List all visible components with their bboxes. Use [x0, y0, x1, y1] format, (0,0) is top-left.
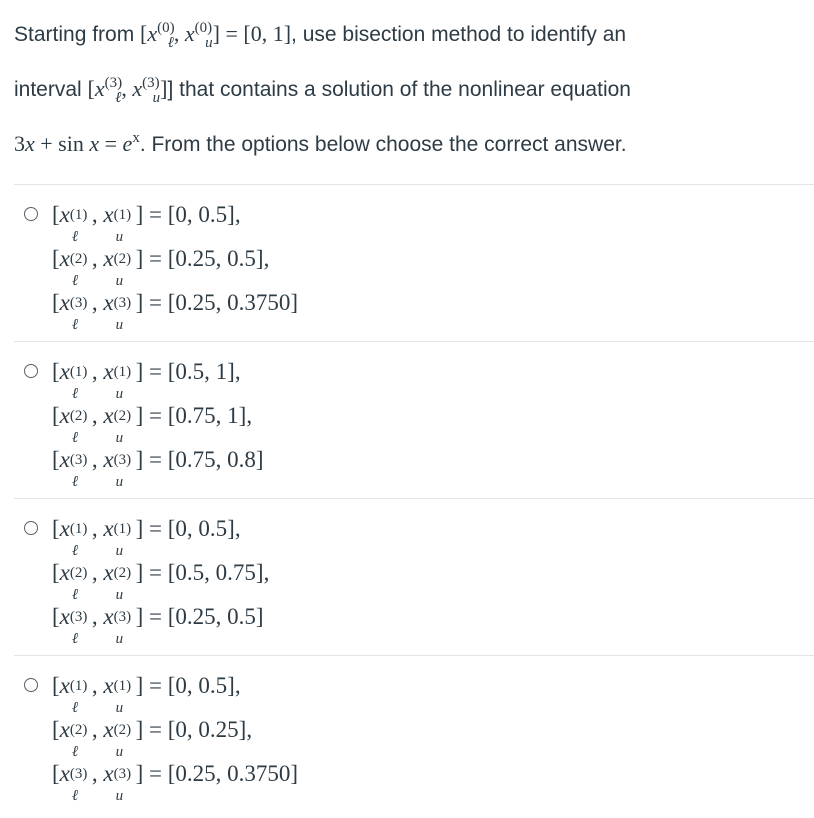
interval-lower-upper: [$x^{(0)}_\ell$, $x^{(0)}_u] = [0$, 1] [140, 20, 292, 51]
iteration-superscript: (1) [69, 206, 88, 223]
option-text [52, 350, 264, 490]
radio-button[interactable] [24, 364, 38, 378]
iteration-superscript: (1) [113, 520, 132, 537]
interval-value: [0.25, 0.5], [167, 246, 270, 271]
subscript: ℓ [167, 35, 174, 51]
subscript: u [152, 90, 161, 106]
iteration-superscript: (1) [113, 206, 132, 223]
option-line: [x (3) ℓ , x (3) u ] = [0.25, 0.3750] [52, 281, 298, 325]
iteration-superscript: (1) [69, 363, 88, 380]
interval-value: [0.75, 0.8] [167, 447, 264, 472]
radio-button[interactable] [24, 207, 38, 221]
option-text [52, 507, 270, 647]
option-line: [x (2) ℓ , x (2) u ] = [0.25, 0.5], [52, 237, 298, 281]
equation: $3x + \sin x = e^x$ [14, 130, 140, 156]
iteration-superscript: (2) [69, 721, 88, 738]
iteration-superscript: (3) [113, 451, 132, 468]
option-text [52, 193, 299, 333]
iteration-superscript: (3) [69, 765, 88, 782]
option-line: [x (3) ℓ , x (3) u ] = [0.25, 0.3750] [52, 752, 298, 796]
interval-value: [0, 0.5], [167, 202, 241, 227]
interval-value: [0, 0.5], [167, 673, 241, 698]
interval-value: [0, 0.5], [167, 516, 241, 541]
iteration-superscript: (2) [69, 564, 88, 581]
question-line-2: interval [$x^{(3)}_\ell$, $x^{(3)}_u$]] that contains a solution of the nonlinear equation [14, 75, 631, 106]
iteration-superscript: (2) [113, 407, 132, 424]
option-line: [x (1) ℓ , x (1) u ] = [0, 0.5], [52, 193, 298, 237]
interval-value: [0.5, 0.75], [167, 560, 270, 585]
answer-option-3[interactable] [14, 498, 814, 655]
option-text [52, 664, 299, 804]
radio-button[interactable] [24, 678, 38, 692]
superscript: (3) [142, 75, 160, 91]
question-text-part: . From the options below choose the correct answer. [139, 133, 627, 156]
interval-value: [0.5, 1], [167, 359, 241, 384]
subscript: ℓ [115, 90, 122, 106]
option-line: [x (3) ℓ , x (3) u ] = [0.75, 0.8] [52, 438, 264, 482]
question-line-1 [14, 8, 804, 63]
question-text-part: , use bisection method to identify an [291, 23, 627, 46]
iteration-superscript: (3) [69, 608, 88, 625]
option-line: [x (3) ℓ , x (3) u ] = [0.25, 0.5] [52, 595, 269, 639]
option-line: [x (1) ℓ , x (1) u ] = [0.5, 1], [52, 350, 264, 394]
interval-value: [0.25, 0.3750] [167, 290, 299, 315]
iteration-superscript: (1) [69, 677, 88, 694]
question-text [14, 8, 804, 165]
superscript: (0) [194, 20, 213, 36]
option-line: [x (1) ℓ , x (1) u ] = [0, 0.5], [52, 664, 298, 708]
question-text-part: Starting from [14, 23, 141, 46]
subscript: u [205, 35, 213, 51]
iteration-superscript: (1) [69, 520, 88, 537]
iteration-superscript: (3) [69, 294, 88, 311]
interval-value: [0.25, 0.3750] [167, 761, 299, 786]
iteration-superscript: (3) [69, 451, 88, 468]
option-line: [x (2) ℓ , x (2) u ] = [0, 0.25], [52, 708, 298, 752]
answer-option-1[interactable] [14, 184, 814, 341]
interval-value: [0.25, 0.5] [167, 604, 264, 629]
option-line: [x (2) ℓ , x (2) u ] = [0.75, 1], [52, 394, 264, 438]
iteration-superscript: (3) [113, 765, 132, 782]
option-line: [x (1) ℓ , x (1) u ] = [0, 0.5], [52, 507, 269, 551]
iteration-superscript: (2) [69, 407, 88, 424]
iteration-superscript: (3) [113, 294, 132, 311]
question-text-part: ] that contains a solution of the nonlinear equation [167, 78, 631, 101]
answer-option-2[interactable] [14, 341, 814, 498]
interval-value: [0.75, 1], [167, 403, 253, 428]
superscript: (0) [157, 20, 175, 36]
radio-button[interactable] [24, 521, 38, 535]
option-line: [x (2) ℓ , x (2) u ] = [0.5, 0.75], [52, 551, 269, 595]
interval-3: [$x^{(3)}_\ell$, $x^{(3)}_u$] [87, 75, 168, 106]
answer-options [14, 184, 814, 812]
iteration-superscript: (2) [113, 250, 132, 267]
answer-option-4[interactable] [14, 655, 814, 812]
superscript: (3) [104, 75, 123, 91]
iteration-superscript: (2) [113, 564, 132, 581]
iteration-superscript: (2) [69, 250, 88, 267]
iteration-superscript: (2) [113, 721, 132, 738]
interval-value: [0, 0.25], [167, 717, 253, 742]
iteration-superscript: (1) [113, 363, 132, 380]
iteration-superscript: (3) [113, 608, 132, 625]
iteration-superscript: (1) [113, 677, 132, 694]
superscript: x [132, 130, 140, 146]
question-line-3 [14, 118, 804, 165]
